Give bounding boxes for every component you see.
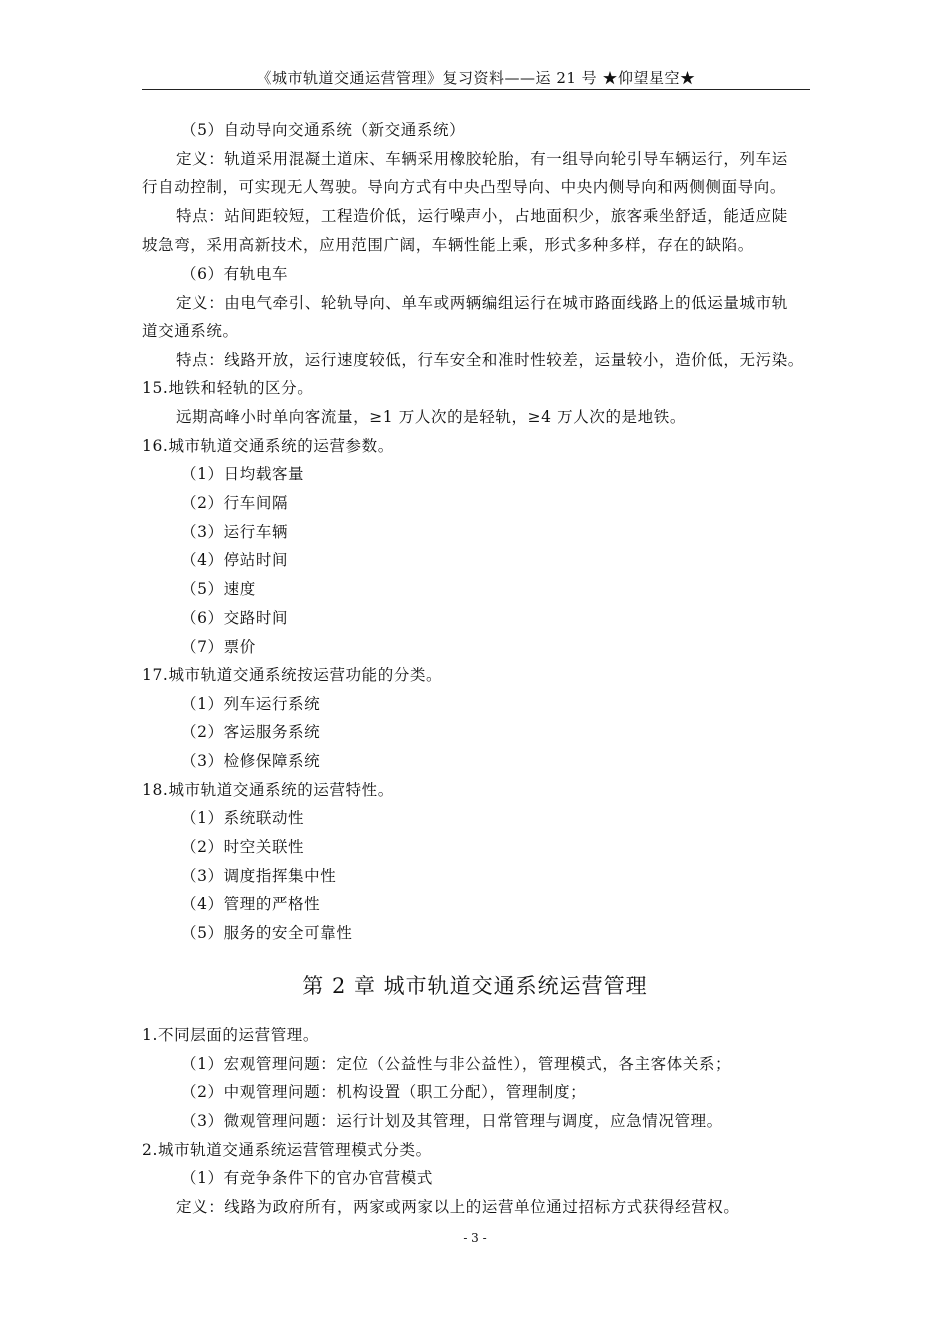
text-line: （3）运行车辆 <box>181 523 289 541</box>
text-line: （5）自动导向交通系统（新交通系统） <box>181 121 466 139</box>
text-line: 特点：线路开放，运行速度较低，行车安全和准时性较差，运量较小，造价低，无污染。 <box>176 351 804 369</box>
header-rule <box>142 89 810 90</box>
text-line: 坡急弯，采用高新技术，应用范围广阔，车辆性能上乘，形式多种多样，存在的缺陷。 <box>142 236 754 254</box>
text-line: （2）中观管理问题：机构设置（职工分配），管理制度； <box>181 1083 587 1101</box>
text-line: 定义：线路为政府所有，两家或两家以上的运营单位通过招标方式获得经营权。 <box>176 1198 740 1216</box>
text-line: （1）有竞争条件下的官办官营模式 <box>181 1169 433 1187</box>
text-line: （6）有轨电车 <box>181 265 289 283</box>
text-line: （3）微观管理问题：运行计划及其管理，日常管理与调度，应急情况管理。 <box>181 1112 723 1130</box>
text-line: （4）停站时间 <box>181 551 289 569</box>
text-line: （2）时空关联性 <box>181 838 305 856</box>
text-line: 远期高峰小时单向客流量，≥1 万人次的是轻轨，≥4 万人次的是地铁。 <box>176 408 686 426</box>
text-line: （3）调度指挥集中性 <box>181 867 337 885</box>
text-line: （6）交路时间 <box>181 609 289 627</box>
text-line: （1）宏观管理问题：定位（公益性与非公益性），管理模式，各主客体关系； <box>181 1055 732 1073</box>
text-line: （2）行车间隔 <box>181 494 289 512</box>
text-line: 15.地铁和轻轨的区分。 <box>142 379 314 397</box>
text-line: 1.不同层面的运营管理。 <box>142 1026 319 1044</box>
text-line: 行自动控制，可实现无人驾驶。导向方式有中央凸型导向、中央内侧导向和两侧侧面导向。 <box>142 178 787 196</box>
text-line: 特点：站间距较短，工程造价低，运行噪声小，占地面积少，旅客乘坐舒适，能适应陡 <box>176 207 788 225</box>
text-line: 定义：轨道采用混凝土道床、车辆采用橡胶轮胎，有一组导向轮引导车辆运行，列车运 <box>176 150 788 168</box>
text-line: 道交通系统。 <box>142 322 239 340</box>
text-line: （2）客运服务系统 <box>181 723 321 741</box>
text-line: 17.城市轨道交通系统按运营功能的分类。 <box>142 666 443 684</box>
text-line: 16.城市轨道交通系统的运营参数。 <box>142 437 394 455</box>
text-line: 2.城市轨道交通系统运营管理模式分类。 <box>142 1141 432 1159</box>
text-line: （3）检修保障系统 <box>181 752 321 770</box>
text-line: （5）速度 <box>181 580 256 598</box>
text-line: （1）系统联动性 <box>181 809 305 827</box>
text-line: （5）服务的安全可靠性 <box>181 924 353 942</box>
page-number: - 3 - <box>463 1231 487 1245</box>
text-line: （7）票价 <box>181 638 256 656</box>
chapter-heading: 第 2 章 城市轨道交通系统运营管理 <box>302 974 648 998</box>
text-line: 18.城市轨道交通系统的运营特性。 <box>142 781 394 799</box>
text-line: 定义：由电气牵引、轮轨导向、单车或两辆编组运行在城市路面线路上的低运量城市轨 <box>176 294 788 312</box>
text-line: （1）列车运行系统 <box>181 695 321 713</box>
text-line: （1）日均载客量 <box>181 465 305 483</box>
page-header: 《城市轨道交通运营管理》复习资料——运 21 号 ★仰望星空★ <box>256 69 696 87</box>
text-line: （4）管理的严格性 <box>181 895 321 913</box>
